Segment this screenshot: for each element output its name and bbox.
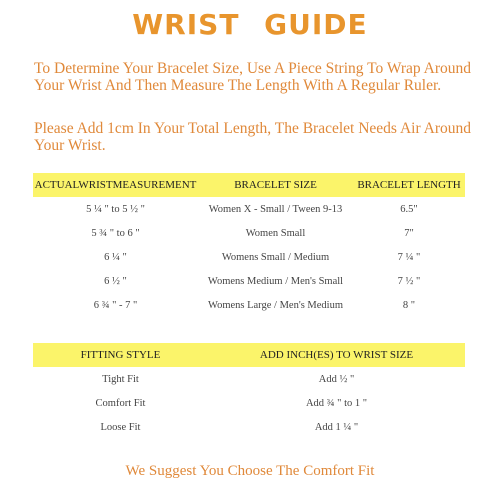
header-fitting-style: FITTING STYLE (33, 343, 208, 367)
table-row (33, 221, 465, 245)
bracelet-length-cell: 6.5" (400, 203, 418, 215)
wrist-measurement-cell: 5 ¼ " to 5 ½ " (86, 203, 145, 215)
bracelet-length-cell: 8 " (402, 299, 416, 311)
bracelet-size-cell: Womens Medium / Men's Small (207, 275, 344, 287)
fitting-style-table (33, 343, 465, 439)
add-inches-cell: Add ½ " (318, 373, 355, 385)
header-actual-wrist-measurement: ACTUALWRISTMEASUREMENT (33, 173, 198, 197)
bracelet-length-cell: 7 ½ " (397, 275, 421, 287)
instruction-paragraph-measure: To Determine Your Bracelet Size, Use A Piece String To Wrap Around Your Wrist And Then Measure The Length With A Regular Ruler. (34, 60, 472, 94)
size-table-header-row (33, 173, 465, 197)
page-title: WRIST GUIDE (132, 8, 368, 41)
header-bracelet-length: BRACELET LENGTH (353, 173, 465, 197)
bracelet-length-cell: 7 ¼ " (397, 251, 421, 263)
bracelet-size-cell: Womens Large / Men's Medium (208, 299, 343, 311)
table-row (33, 245, 465, 269)
table-row (33, 367, 465, 391)
wrist-measurement-cell: 6 ¾ " - 7 " (93, 299, 138, 311)
fitting-style-cell: Loose Fit (100, 421, 141, 433)
fit-table-header-row (33, 343, 465, 367)
instruction-paragraph-add-length: Please Add 1cm In Your Total Length, The Bracelet Needs Air Around Your Wrist. (34, 120, 472, 154)
wrist-measurement-cell: 5 ¾ " to 6 " (91, 227, 140, 239)
table-row (33, 415, 465, 439)
bracelet-size-cell: Women X - Small / Tween 9-13 (208, 203, 343, 215)
table-row (33, 269, 465, 293)
bracelet-size-cell: Womens Small / Medium (221, 251, 330, 263)
table-row (33, 197, 465, 221)
wrist-measurement-cell: 6 ¼ " (104, 251, 127, 263)
bracelet-length-cell: 7" (404, 227, 414, 239)
add-inches-cell: Add ¾ " to 1 " (305, 397, 368, 409)
bracelet-size-cell: Women Small (245, 227, 306, 239)
fitting-style-cell: Tight Fit (102, 373, 139, 385)
table-row (33, 391, 465, 415)
comfort-fit-recommendation: We Suggest You Choose The Comfort Fit (125, 463, 375, 479)
fitting-style-cell: Comfort Fit (95, 397, 146, 409)
header-add-inches: ADD INCH(ES) TO WRIST SIZE (208, 343, 465, 367)
add-inches-cell: Add 1 ¼ " (314, 421, 359, 433)
bracelet-size-table (33, 173, 465, 317)
wrist-measurement-cell: 6 ½ " (104, 275, 127, 287)
header-bracelet-size: BRACELET SIZE (198, 173, 353, 197)
table-row (33, 293, 465, 317)
